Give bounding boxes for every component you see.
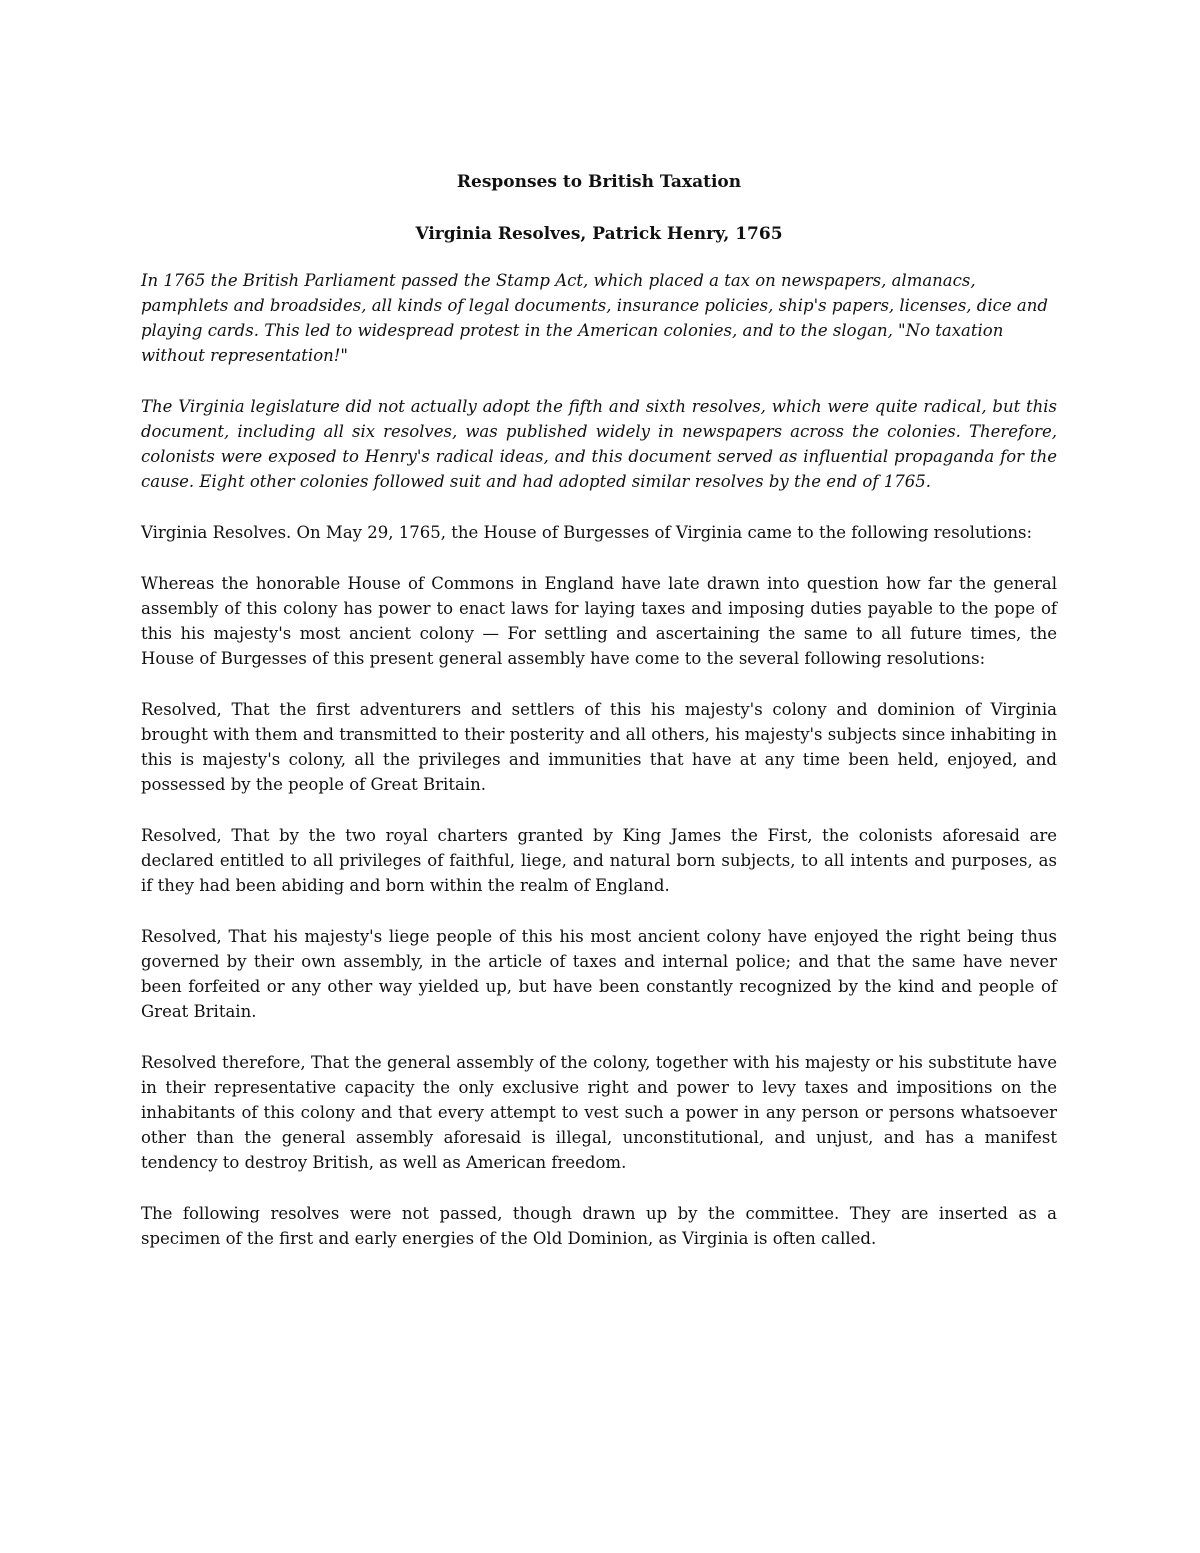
intro-paragraph: The Virginia legislature did not actually adopt the fifth and sixth resolves, which were quite radical, but this document, including all six resolves, was published widely in newspapers across the colonies. Therefore, colonists were exposed to Henry's radical ideas, and this document served as influential propaganda for the cause. Eight other colonies followed suit and had adopted similar resolves by the end of 1765. <box>141 397 1057 491</box>
body-paragraph: Resolved, That by the two royal charters granted by King James the First, the colonists aforesaid are declared entitled to all privileges of faithful, liege, and natural born subjects, to all intents and purposes, as if they had been abiding and born within the realm of England. <box>141 826 1057 895</box>
body-paragraph: Resolved, That his majesty's liege people of this his most ancient colony have enjoyed the right being thus governed by their own assembly, in the article of taxes and internal police; and that the same have never been forfeited or any other way yielded up, but have been constantly recognized by the kind and people of Great Britain. <box>141 927 1057 1021</box>
body-paragraph: The following resolves were not passed, though drawn up by the committee. They are inserted as a specimen of the first and early energies of the Old Dominion, as Virginia is often called. <box>141 1204 1057 1248</box>
body-paragraph: Whereas the honorable House of Commons in England have late drawn into question how far the general assembly of this colony has power to enact laws for laying taxes and imposing duties payable to the pope of this his majesty's most ancient colony — For settling and ascertaining the same to all future times, the House of Burgesses of this present general assembly have come to the several following resolutions: <box>141 574 1057 668</box>
intro-paragraph: In 1765 the British Parliament passed the Stamp Act, which placed a tax on newspapers, almanacs, pamphlets and broadsides, all kinds of legal documents, insurance policies, ship's papers, licenses, dice and playing cards. This led to widespread protest in the American colonies, and to the slogan, "No taxation without representation!" <box>141 271 1048 365</box>
document-title: Responses to British Taxation <box>456 172 742 192</box>
body-paragraph: Resolved, That the first adventurers and settlers of this his majesty's colony and dominion of Virginia brought with them and transmitted to their posterity and all others, his majesty's subjects since inhabiting in this is majesty's colony, all the privileges and immunities that have at any time been held, enjoyed, and possessed by the people of Great Britain. <box>141 700 1057 794</box>
body-paragraph: Virginia Resolves. On May 29, 1765, the House of Burgesses of Virginia came to the following resolutions: <box>141 523 1033 542</box>
document-subtitle: Virginia Resolves, Patrick Henry, 1765 <box>415 224 783 244</box>
body-paragraph: Resolved therefore, That the general assembly of the colony, together with his majesty or his substitute have in their representative capacity the only exclusive right and power to levy taxes and impositions on the inhabitants of this colony and that every attempt to vest such a power in any person or persons whatsoever other than the general assembly aforesaid is illegal, unconstitutional, and unjust, and has a manifest tendency to destroy British, as well as American freedom. <box>141 1053 1057 1172</box>
document-page <box>141 168 1057 1277</box>
